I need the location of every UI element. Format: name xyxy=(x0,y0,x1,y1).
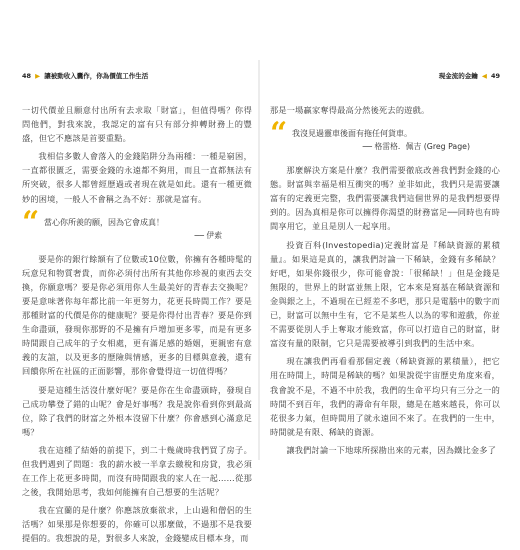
paragraph: 讓我們討論一下地球所探勘出來的元素，因為鐵比金多了 xyxy=(286,444,497,455)
quote-mark-icon: “ xyxy=(270,116,288,152)
paragraph: 那是一場贏家奪得最高分然後死去的遊戲。 xyxy=(270,105,430,115)
paragraph: 我在宜蘭的是什麼？你應該放棄欲求，上山過和僧侶的生活嗎？如果那是你想要的，你確可以那麼做，不過那不是我要提倡的。我想說的是，對很多人來說，金錢變成目標本身，而 xyxy=(22,505,252,544)
pull-quote xyxy=(270,116,500,153)
right-page-body xyxy=(270,103,500,461)
left-running-title: 讓被動收入囊作，你為價值工作生活 xyxy=(44,72,149,80)
right-page-number: 49 xyxy=(490,72,500,80)
left-page xyxy=(22,0,252,544)
right-page-header xyxy=(270,70,500,82)
right-page xyxy=(270,0,500,500)
quote-attribution: ── 格雷格．佩吉 (Greg Page) xyxy=(362,142,470,152)
chapter-marker-icon: ▶ xyxy=(35,72,41,80)
paragraph: 要是這種生活沒什麼好呢？要是你在生命盡頭時，發現自己成功攀登了錯的山呢？會是好事嗎？我是說你看到你到最高位，除了我們的財富之外根本沒留下什麼？你會感到心滿意足嗎？ xyxy=(22,384,252,437)
book-gutter xyxy=(258,60,260,460)
paragraph: 投資百科(Investopedia)定義財富是『稀缺資源的累積量』。如果這是真的，讓我們討論一下稀缺，金錢有多稀缺？好吧，如果你錢很少，你可能會說：「很稀缺！」但是金錢是無限的，世界上的財富並無上限，它本來是寫基在稀缺資源和金與銀之上，不過現在已經差不多吧，那只是電腦中的數字而已，財富可以無中生有，它不是某些人以為的零和遊戲，你並不需要從別人手上奪取才能致富，你可以打造自己的財富，財富沒有量的限制，它只是需要被導引到我們的生活中來。 xyxy=(270,239,500,349)
left-page-header xyxy=(22,70,252,82)
paragraph: 我在這種了結婚的前提下，到二十幾歲時我們買了房子。但我們遇到了問題：我的薪水被一半拿去繳稅和房貸，我必須在工作上花更多時間，而沒有時間跟我的家人在一起……從那之後，我開始思考，我如何能擁有自己想要的生活呢？ xyxy=(22,444,252,498)
quote-text: 當心你所羨的願，因為它會成真！ xyxy=(44,217,164,227)
paragraph: 那麼解決方案是什麼？我們需要徹底改善我們對金錢的心態。財富與幸福是相互衝突的嗎？並非如此，我們只是需要讓富有的定義更完整，我們需要讓我們這個世界的是我們想要得到的。因為真相是你可以擁得你渴望的財務富足──同時也有時間享用它，並且是別人一起享用。 xyxy=(270,165,500,232)
right-running-title: 現金流的金鑰 xyxy=(438,72,478,80)
quote-attribution: ── 伊索 xyxy=(194,230,222,240)
paragraph: 我相信多數人會落入的金錢陷阱分為兩種：一種是窮困，一直都很匱乏，需要金錢的永遠都不夠用，而且一直都無法有所突破，很多人都曾經歷過或者現在就是如此。還有一種更微妙的困境，一般人不會稱之為不好：那就是富有。 xyxy=(22,151,252,204)
paragraph: 現在讓我們再看看那個定義（稀缺資源的累積量），把它用在時間上，時間是稀缺的嗎？如果說從宇宙歷史角度來看，我會說不是，不過不中於我，我們的生命平均只有三分之一的時間不到百年，我們的壽命有年限，總是在越來越長，你可以花很多力氣，但時間用了就永遠回不來了。在我們的一生中，時間就是有限、稀缺的資源。 xyxy=(270,356,500,437)
quote-mark-icon: “ xyxy=(22,204,40,240)
left-page-body xyxy=(22,103,252,550)
left-page-number: 48 xyxy=(22,72,32,80)
paragraph: 一切代價並且願意付出所有去求取「財富」，但值得嗎？你得問他們，對我來說，我認定的富有只有部分抑轉財務上的豐盛，但它不應該是首要重點。 xyxy=(22,105,252,144)
chapter-marker-icon: ◀ xyxy=(481,72,487,80)
quote-text: 我沒見過靈車後面有拖任何貨車。 xyxy=(292,129,412,139)
paragraph: 要是你的銀行餘額有了位數或10位數，你擁有各種時髦的玩意兒和物質奢貴，而你必須付出所有其他你珍視的東西去交換，你願意嗎？要是你必須用你人生最美好的青春去交換呢？要是意味著你每年都比前一年更努力，花更長時間工作？要是那種財富的代價是你的健康呢？要是你得付出青春？要是你到生命盡頭，發現你那野的不是擁有戶增加更多零，而是有更多時間跟自己成年的子女相處，更有滿足感的婚姻，更親密有意義的友誼，以及更多的歷險與情感，更多的目標與意義，還有回饋你所在社區的正面影響，那你會覺得這一切值得嗎？ xyxy=(22,253,252,377)
pull-quote xyxy=(22,204,252,242)
